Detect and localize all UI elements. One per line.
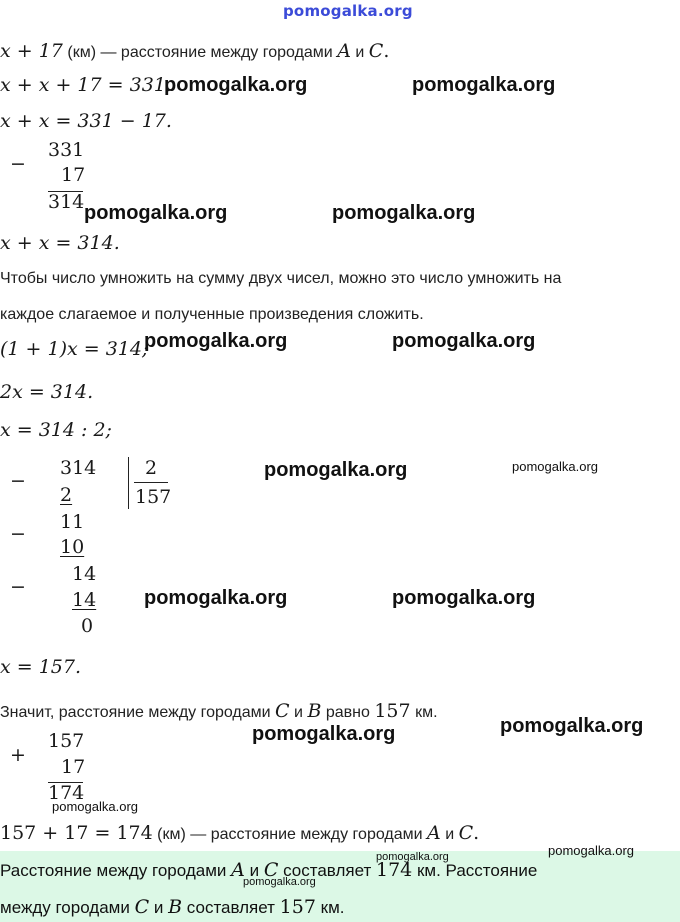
div-dividend: 314 (60, 457, 97, 479)
watermark: pomogalka.org (252, 723, 396, 745)
div-remainder-1: 11 (60, 511, 85, 533)
and-word: и (249, 861, 260, 880)
answer-text: составляет (283, 861, 372, 880)
dot: . (383, 40, 390, 62)
equation-line-5: (1 + 1)x = 314; (0, 338, 149, 360)
div-sub-2: 10 (60, 536, 85, 558)
equation-line-1 (0, 40, 389, 62)
and-word: и (153, 898, 164, 917)
watermark: pomogalka.org (500, 715, 644, 737)
watermark-top[interactable]: pomogalka.org (283, 2, 413, 20)
sub-subtrahend: 17 (61, 164, 86, 186)
watermark-small: pomogalka.org (52, 799, 138, 814)
city-a: A (427, 822, 441, 844)
and-word: и (294, 704, 303, 721)
city-c: C (263, 859, 279, 881)
watermark-small: pomogalka.org (376, 851, 449, 863)
add-result: 174 (48, 782, 85, 804)
div-operator-2: − (10, 523, 26, 545)
answer-text: км. (320, 898, 345, 917)
watermark: pomogalka.org (332, 202, 476, 224)
watermark-small: pomogalka.org (243, 876, 316, 888)
answer-text: км. Расстояние (416, 861, 538, 880)
watermark-small: pomogalka.org (548, 843, 634, 858)
div-vertical-line (128, 457, 129, 509)
answer-text: между городами (0, 898, 130, 917)
equation-line-8: x = 157. (0, 656, 82, 678)
answer-text: составляет (186, 898, 275, 917)
add-operator: + (10, 744, 26, 766)
sub-result: 314 (48, 191, 85, 213)
city-a: A (337, 40, 351, 62)
div-remainder-2: 14 (72, 563, 97, 585)
city-c: C (275, 700, 290, 722)
distance-text: — расстояние между городами (100, 44, 333, 61)
city-c: C (134, 896, 150, 918)
city-c: C (458, 822, 474, 844)
equation-line-2: x + x + 17 = 331. (0, 74, 172, 96)
sub-operator: − (10, 153, 26, 175)
watermark: pomogalka.org (144, 587, 288, 609)
watermark-small: pomogalka.org (512, 459, 598, 474)
expr-sum: 157 + 17 = 174 (0, 822, 153, 844)
and-word: и (445, 826, 455, 843)
unit-km: (км) (157, 826, 186, 843)
div-operator-1: − (10, 470, 26, 492)
div-quotient: 157 (135, 486, 172, 508)
conclusion-line (0, 700, 438, 722)
equation-line-6: 2x = 314. (0, 381, 94, 403)
add-mid: 17 (61, 756, 86, 778)
equation-line-9 (0, 822, 479, 844)
city-c: C (368, 40, 384, 62)
div-final-remainder: 0 (81, 615, 94, 637)
equation-line-3: x + x = 331 − 17. (0, 110, 172, 132)
distance-value: 157 (374, 700, 411, 722)
dot: . (473, 822, 480, 844)
answer-text: Расстояние между городами (0, 861, 227, 880)
conclusion-text: Значит, расстояние между городами (0, 704, 271, 721)
div-sub-3: 14 (72, 589, 97, 611)
add-top: 157 (48, 730, 85, 752)
watermark: pomogalka.org (144, 330, 288, 352)
answer-line-2 (0, 896, 345, 918)
watermark: pomogalka.org (264, 459, 408, 481)
answer-value-157: 157 (279, 896, 316, 918)
watermark: pomogalka.org (164, 74, 308, 96)
distance-text: — расстояние между городами (190, 826, 423, 843)
unit-km: (км) (67, 44, 97, 61)
city-b: B (307, 700, 322, 722)
watermark: pomogalka.org (84, 202, 228, 224)
city-b: B (168, 896, 183, 918)
and-word: и (355, 44, 365, 61)
watermark: pomogalka.org (392, 587, 536, 609)
div-divisor: 2 (145, 457, 158, 479)
watermark: pomogalka.org (392, 330, 536, 352)
rule-text-line-1: Чтобы число умножить на сумму двух чисел, можно это число умножить на (0, 270, 562, 287)
answer-value-174: 174 (375, 859, 413, 881)
div-quotient-line (134, 482, 168, 483)
unit-km: км. (415, 704, 438, 721)
equation-line-7: x = 314 : 2; (0, 419, 112, 441)
div-sub-1: 2 (60, 484, 73, 506)
sub-minuend: 331 (48, 139, 85, 161)
div-operator-3: − (10, 576, 26, 598)
city-a: A (231, 859, 245, 881)
rule-text-line-2: каждое слагаемое и полученные произведения сложить. (0, 306, 424, 323)
equals-word: равно (325, 704, 370, 721)
expr-x-plus-17: x + 17 (0, 40, 63, 62)
watermark: pomogalka.org (412, 74, 556, 96)
equation-line-4: x + x = 314. (0, 232, 120, 254)
